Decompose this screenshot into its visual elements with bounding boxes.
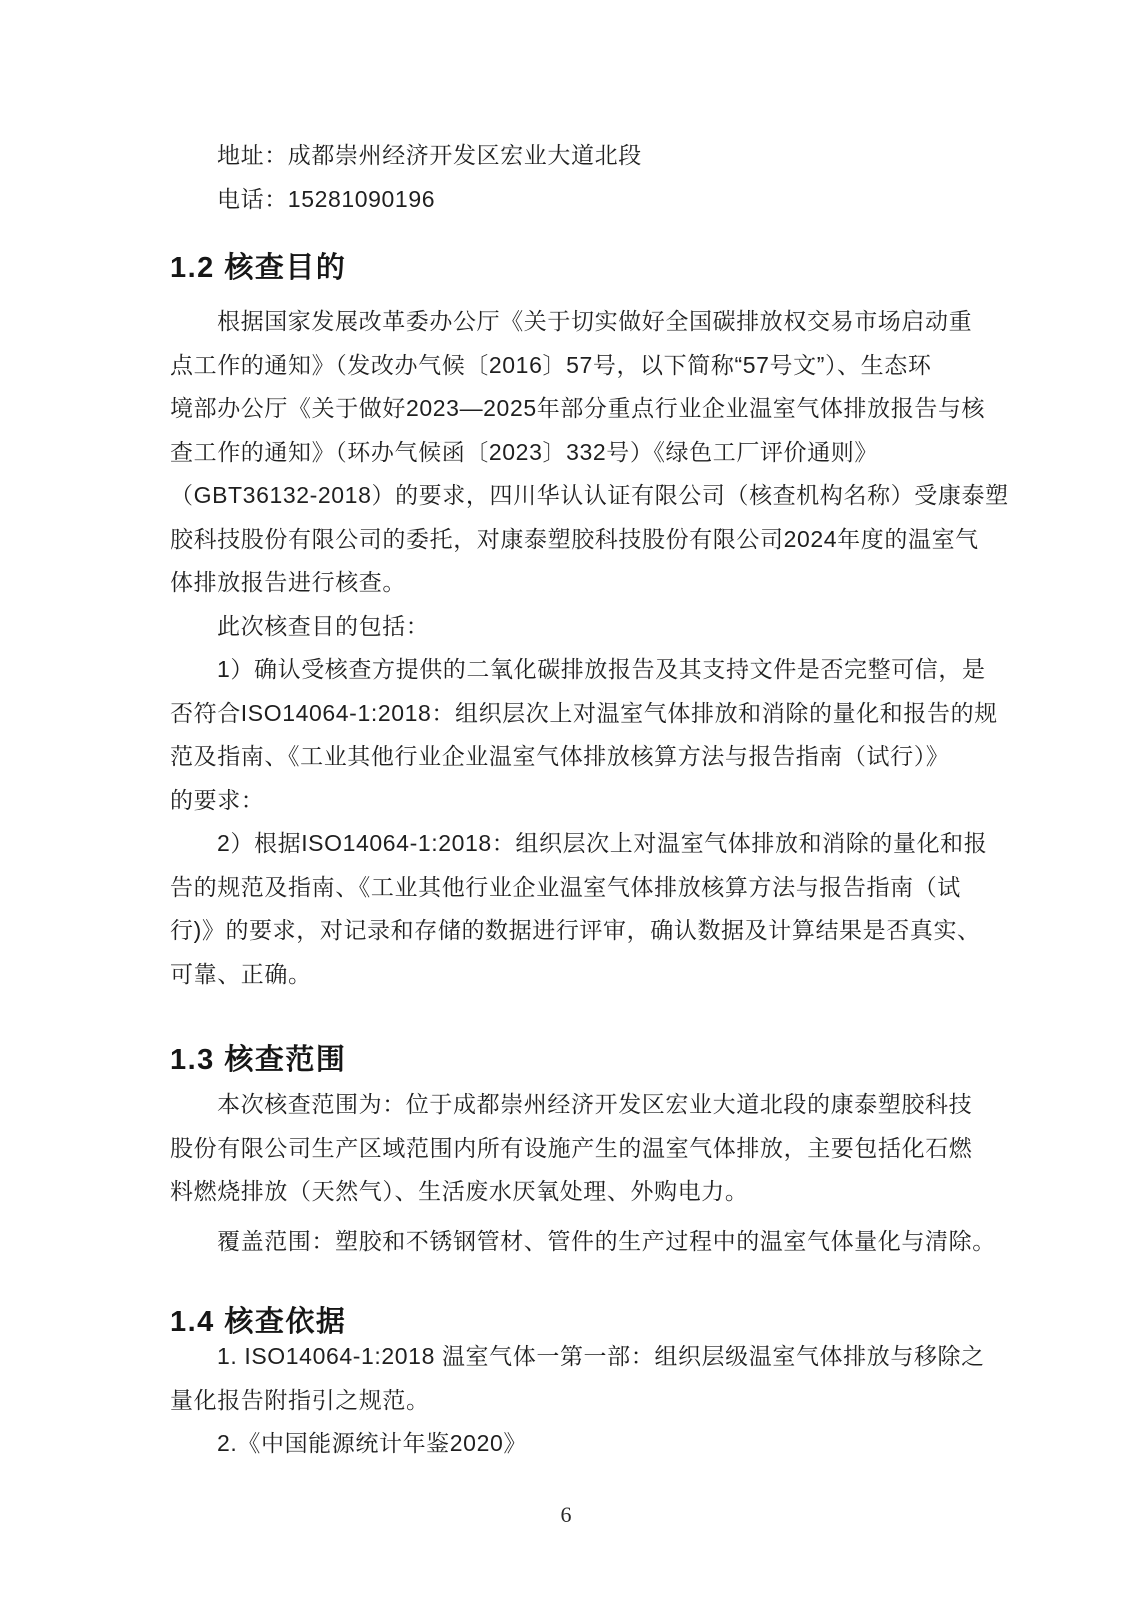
text-line: 告的规范及指南、《工业其他行业企业温室气体排放核算方法与报告指南（试 [170, 873, 961, 900]
text-line: 根据国家发展改革委办公厅《关于切实做好全国碳排放权交易市场启动重 [217, 308, 973, 334]
text-line: 1. ISO14064-1:2018 温室气体一第一部：组织层级温室气体排放与移除之 [217, 1343, 985, 1369]
text-line: 行)》的要求，对记录和存储的数据进行评审，确认数据及计算结果是否真实、 [170, 917, 981, 943]
text-line: 可靠、正确。 [170, 960, 312, 987]
section-1-4-body [170, 1335, 985, 1466]
text-line: 境部办公厅《关于做好2023—2025年部分重点行业企业温室气体排放报告与核 [170, 395, 986, 421]
text-line: 电话：15281090196 [217, 185, 436, 212]
text-line: 此次核查目的包括： [217, 612, 430, 639]
text-line: 1）确认受核查方提供的二氧化碳排放报告及其支持文件是否完整可信，是 [217, 656, 986, 682]
text-line: 量化报告附指引之规范。 [170, 1386, 430, 1413]
text-line: 查工作的通知》（环办气候函〔2023〕332号）《绿色工厂评价通则》 [170, 438, 878, 465]
section-1-3-coverage [170, 1220, 996, 1264]
text-line: 胶科技股份有限公司的委托，对康泰塑胶科技股份有限公司2024年度的温室气 [170, 525, 979, 552]
section-heading-1-2: 1.2 核查目的 [170, 252, 347, 284]
text-line: 2.《中国能源统计年鉴2020》 [217, 1430, 527, 1456]
text-line: 的要求： [170, 786, 265, 813]
text-line: 体排放报告进行核查。 [170, 569, 406, 595]
text-line: 2）根据ISO14064-1:2018：组织层次上对温室气体排放和消除的量化和报 [217, 830, 988, 856]
text-line: 本次核查范围为：位于成都崇州经济开发区宏业大道北段的康泰塑胶科技 [217, 1091, 973, 1117]
text-line: 范及指南、《工业其他行业企业温室气体排放核算方法与报告指南（试行）》 [170, 743, 950, 769]
text-line: 覆盖范围：塑胶和不锈钢管材、管件的生产过程中的温室气体量化与清除。 [217, 1228, 996, 1254]
section-1-3-body [170, 1083, 982, 1214]
text-line: 否符合ISO14064-1:2018：组织层次上对温室气体排放和消除的量化和报告的规 [170, 699, 998, 726]
contact-info [170, 134, 982, 221]
page-number: 6 [560, 1502, 572, 1527]
text-line: 股份有限公司生产区域范围内所有设施产生的温室气体排放，主要包括化石燃 [170, 1134, 973, 1161]
text-line: （GBT36132-2018）的要求，四川华认认证有限公司（核查机构名称）受康泰塑 [170, 482, 1009, 508]
text-line: 地址：成都崇州经济开发区宏业大道北段 [217, 142, 642, 168]
section-heading-1-3: 1.3 核查范围 [170, 1044, 347, 1076]
text-line: 料燃烧排放（天然气）、生活废水厌氧处理、外购电力。 [170, 1178, 749, 1204]
section-heading-1-4: 1.4 核查依据 [170, 1306, 347, 1338]
text-line: 点工作的通知》（发改办气候〔2016〕57号，以下简称“57号文”）、生态环 [170, 351, 932, 378]
section-1-2-body [170, 300, 1009, 996]
